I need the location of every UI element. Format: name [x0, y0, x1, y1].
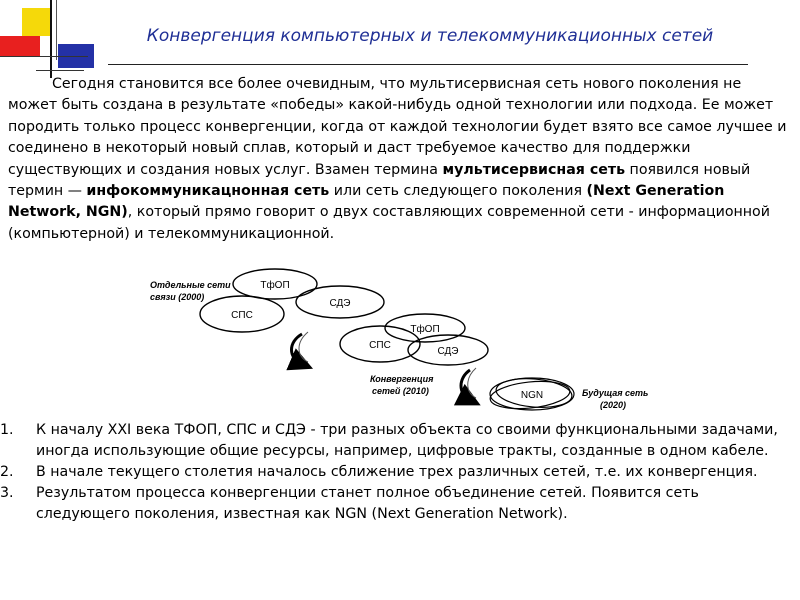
list-item — [0, 462, 790, 483]
convergence-diagram — [140, 262, 660, 422]
title-underline — [108, 64, 748, 65]
decor-yellow-square — [22, 8, 50, 36]
list-item-number: 1. — [0, 422, 14, 438]
decor-vertical-line-thin — [56, 0, 57, 60]
decor-horizontal-line-left — [0, 56, 88, 57]
intro-term-ngn: (Next Generation Network, NGN) — [8, 183, 725, 221]
label-sps: СПС — [231, 310, 253, 321]
intro-term-infocom: инфокоммуникацнонная сеть — [86, 183, 330, 200]
label-tfop-2: ТфОП — [410, 324, 440, 335]
convergence-diagram-svg — [140, 262, 660, 422]
list-item-text: К началу XXI века ТФОП, СПС и СДЭ - три разных объекта со своими функциональными задачами, иногда использующие общие ресурсы, например, цифровые тракты, созданные в одном кабеле. — [36, 422, 778, 459]
intro-paragraph — [8, 74, 788, 245]
transition-arrow-2 — [461, 370, 470, 400]
label-convergence: Конвергенция — [370, 374, 434, 384]
label-sde-2: СДЭ — [437, 346, 459, 357]
page-title: Конвергенция компьютерных и телекоммуникационных сетей — [146, 26, 714, 46]
label-convergence-year: сетей (2010) — [372, 386, 429, 396]
list-item — [0, 483, 790, 525]
list-item-text: В начале текущего столетия началось сближение трех различных сетей, т.е. их конвергенция. — [36, 464, 758, 480]
label-sde: СДЭ — [329, 298, 351, 309]
list-item-number: 2. — [0, 464, 14, 480]
label-separate-year: связи (2000) — [150, 292, 205, 302]
intro-text-2: появился новый термин — — [8, 161, 751, 200]
intro-term-multiservice: мультисервисная сеть — [442, 161, 626, 178]
intro-text-3: или сеть следующего поколения — [329, 183, 587, 200]
intro-text-1: Сегодня становится все более очевидным, что мультисервисная сеть нового поколения не может быть создана в результате «победы» какой-нибудь одной технологии или подхода. Ее может породить только процесс конвергенции, когда от каждой технологии будет взято все самое лучшее и соединено в некоторый новый сплав, который и даст требуемое качество для поддержки существующих и создания новых услуг. Взамен термина — [8, 76, 787, 178]
list-item-text: Результатом процесса конвергенции станет полное объединение сетей. Появится сеть следующего поколения, известная как NGN (Next Generation Network). — [36, 485, 699, 522]
transition-arrow-1 — [292, 334, 303, 364]
label-ngn: NGN — [520, 390, 544, 401]
decor-red-rectangle — [0, 36, 40, 56]
label-future-year: (2020) — [600, 400, 627, 410]
list-item — [0, 420, 790, 462]
intro-text-4: , который прямо говорит о двух составляющих современной сети - информационной (компьютерной) и телекоммуникационной. — [8, 204, 770, 242]
label-sps-2: СПС — [369, 340, 391, 351]
decor-vertical-line — [50, 0, 52, 78]
numbered-list — [0, 420, 790, 525]
label-separate-networks: Отдельные сети — [150, 280, 231, 290]
decor-horizontal-line-short — [36, 70, 84, 71]
label-tfop: ТфОП — [260, 280, 290, 291]
label-future-network: Будущая сеть — [582, 388, 649, 398]
list-item-number: 3. — [0, 485, 14, 501]
